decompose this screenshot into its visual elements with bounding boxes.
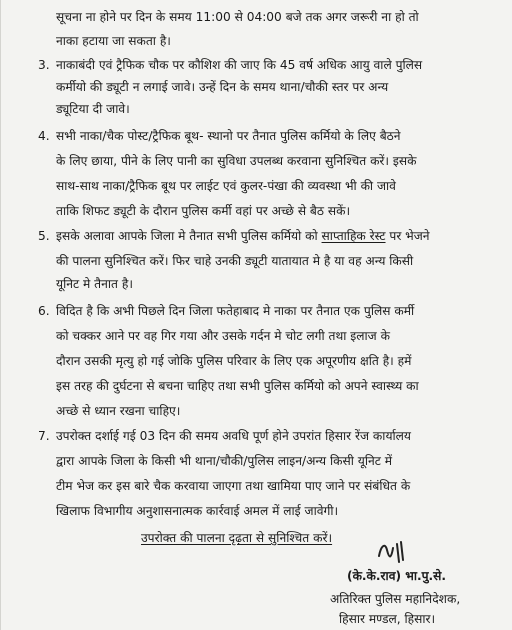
signatory-name: (के.के.राव) भा.पु.से. — [347, 569, 447, 583]
intro-line-2: नाका हटाया जा सकता है। — [56, 34, 171, 48]
weekly-rest-phrase: साप्ताहिक रेस्ट — [321, 229, 386, 243]
item-5-number: 5. — [38, 229, 50, 243]
item-7-line-4: खिलाफ विभागीय अनुशासनात्मक कार्रवाई अमल में लाई जावेगी। — [56, 504, 339, 518]
item-4-number: 4. — [38, 129, 50, 143]
item-3-number: 3. — [38, 58, 50, 72]
item-6-line-5: अच्छे से ध्यान रखना चाहिए। — [56, 404, 181, 418]
item-4-line-1: सभी नाका/चैक पोस्ट/ट्रैफिक बूथ- स्थानो पर तैनात पुलिस कर्मियो के लिए बैठने — [56, 129, 401, 143]
item-7-line-2: द्वारा आपके जिला के किसी भी थाना/चौकी/पुलिस लाइन/अन्य किसी यूनिट में — [56, 454, 393, 468]
item-5-line-1 — [56, 228, 430, 244]
intro-line-1: सूचना ना होने पर दिन के समय 11:00 से 04:00 बजे तक अगर जरूरी ना हो तो — [56, 10, 419, 24]
item-5-line-2: की पालना सुनिश्चित करें। फिर चाहे उनकी ड्यूटी यातायात मे है या वह अन्य किसी — [56, 254, 414, 268]
item-6-line-1: विदित है कि अभी पिछले दिन जिला फतेहाबाद मे नाका पर तैनात एक पुलिस कर्मी — [56, 304, 415, 318]
item-5-line-1-post: पर भेजने — [385, 229, 430, 243]
closing-instruction: उपरोक्त की पालना दृढ़ता से सुनिश्चित करें। — [141, 531, 333, 545]
item-5-line-1-pre: इसके अलावा आपके जिला मे तैनात सभी पुलिस कर्मियो को — [56, 229, 322, 243]
item-6-line-4: इस तरह की दुर्घटना से बचना चाहिए तथा सभी पुलिस कर्मियो को अपने स्वास्थ्य का — [56, 379, 419, 393]
signatory-office: हिसार मण्डल, हिसार। — [339, 612, 436, 626]
item-4-line-2: के लिए छाया, पीने के लिए पानी का सुविधा उपलब्ध करवाना सुनिश्चित करें। इसके — [56, 154, 417, 168]
item-7-number: 7. — [38, 429, 50, 443]
item-7-line-3: टीम भेज कर इस बारे चैक करवाया जाएगा तथा खामिया पाए जाने पर संबंधित के — [56, 479, 411, 493]
item-4-line-3: साथ-साथ नाका/ट्रैफिक बूथ पर लाईट एवं कुलर-पंखा की व्यवस्था भी की जावे — [56, 179, 396, 193]
signatory-title: अतिरिक्त पुलिस महानिदेशक, — [330, 592, 461, 606]
item-3-line-2: कर्मीयो की ड्यूटी न लगाई जावे। उन्हें दिन के समय थाना/चौकी स्तर पर अन्य — [56, 80, 389, 94]
item-5-line-3: यूनिट मे तैनात है। — [56, 277, 133, 291]
item-3-line-3: ड्यूटिया दी जावे। — [56, 102, 130, 116]
item-4-line-4: ताकि शिफट ड्यूटी के दौरान पुलिस कर्मी वहां पर अच्छे से बैठ सकें। — [56, 204, 351, 218]
item-7-line-1: उपरोक्त दर्शाई गई 03 दिन की समय अवधि पूर्ण होने उपरांत हिसार रेंज कार्यालय — [56, 429, 412, 443]
item-6-line-3: दौरान उसकी मृत्यु हो गई जोकि पुलिस परिवार के लिए एक अपूरणीय क्षति है। हमें — [56, 354, 412, 368]
item-6-line-2: को चक्कर आने पर वह गिर गया और उसके गर्दन मे चोट लगी तथा इलाज के — [56, 329, 390, 343]
item-3-line-1: नाकाबंदी एवं ट्रैफिक चौक पर कौशिश की जाए कि 45 वर्ष अधिक आयु वाले पुलिस — [56, 58, 423, 72]
handwritten-signature — [373, 536, 413, 566]
item-6-number: 6. — [38, 304, 50, 318]
